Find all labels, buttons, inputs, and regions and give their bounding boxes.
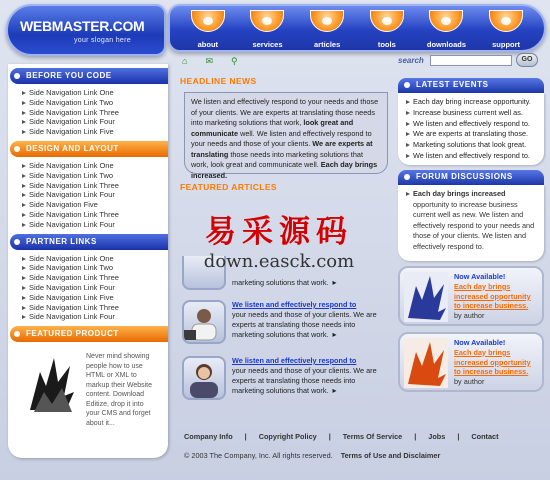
- side-nav-link[interactable]: Side Navigation Link Three: [22, 108, 168, 118]
- section-header-design-layout: DESIGN AND LAYOUT: [10, 141, 168, 157]
- copyright-text: © 2003 The Company, Inc. All rights reserved.: [184, 451, 333, 460]
- promo-available: Now Available!: [454, 338, 506, 347]
- section-header-featured-product: FEATURED PRODUCT: [10, 326, 168, 342]
- event-item[interactable]: We listen and effectively respond to.: [406, 119, 540, 130]
- footer-separator: |: [414, 432, 417, 441]
- headline-news-title: HEADLINE NEWS: [180, 76, 257, 86]
- nav-support[interactable]: [478, 10, 534, 49]
- promo-card-1: [398, 266, 544, 326]
- search-input[interactable]: [430, 55, 512, 66]
- headline-text: those needs into marketing solutions that work, look great and communicate well.: [191, 149, 363, 169]
- nav-about[interactable]: [180, 10, 236, 49]
- nav-bulb-icon: [250, 10, 284, 32]
- event-item[interactable]: We are experts at translating those.: [406, 129, 540, 140]
- home-icon[interactable]: ⌂: [182, 56, 188, 66]
- headline-bold: We are experts at translating: [191, 139, 373, 159]
- side-nav-link[interactable]: Side Navigation Link Three: [22, 181, 168, 191]
- nav-tools[interactable]: [359, 10, 415, 49]
- article-body: marketing solutions that work.: [232, 278, 329, 287]
- logo-slogan: your slogan here: [74, 37, 131, 44]
- nav-bulb-icon: [191, 10, 225, 32]
- featured-product-image[interactable]: [26, 352, 78, 414]
- watermark-url: down.easck.com: [203, 251, 355, 272]
- nav-label: support: [492, 40, 521, 49]
- headline-text: We listen and effectively respond to your needs and those of your clients. We are experts at translating those needs into marketing solutions that work,: [191, 97, 379, 127]
- side-nav-link[interactable]: Side Navigation Link One: [22, 254, 168, 264]
- latest-events-header: LATEST EVENTS: [398, 78, 544, 93]
- event-item[interactable]: Marketing solutions that look great.: [406, 140, 540, 151]
- forum-discussions-header: FORUM DISCUSSIONS: [398, 170, 544, 185]
- nav-bulb-icon: [310, 10, 344, 32]
- side-nav-link[interactable]: Side Navigation Link Two: [22, 263, 168, 273]
- left-sidebar: [8, 64, 168, 458]
- nav-bulb-icon: [370, 10, 404, 32]
- nav-label: about: [197, 40, 219, 49]
- headline-bold: look great and communicate: [191, 118, 354, 138]
- search-go-button[interactable]: GO: [516, 53, 538, 67]
- more-arrow-icon[interactable]: ▸: [332, 386, 337, 395]
- footer-separator: |: [328, 432, 331, 441]
- footer-separator: |: [244, 432, 247, 441]
- article-2-link[interactable]: We listen and effectively respond to: [232, 300, 357, 309]
- side-nav-link[interactable]: Side Navigation Link Four: [22, 220, 168, 230]
- article-3-text: [232, 356, 386, 406]
- search-label: search: [398, 56, 424, 65]
- headline-bold: Each day brings increased.: [191, 160, 378, 180]
- article-2-text: [232, 300, 386, 350]
- design-links-list: [8, 161, 168, 230]
- forum-post[interactable]: [398, 185, 544, 256]
- footer-link-copyright[interactable]: Copyright Policy: [258, 432, 317, 441]
- promo-link[interactable]: Each day brings increased opportunity to increase business.: [454, 347, 531, 377]
- promo-author: by author: [454, 377, 485, 387]
- top-navigation: [168, 4, 546, 52]
- side-nav-link[interactable]: Side Navigation Link Five: [22, 127, 168, 137]
- terms-disclaimer-link[interactable]: Terms of Use and Disclaimer: [340, 451, 441, 460]
- side-nav-link[interactable]: Side Navigation Link One: [22, 88, 168, 98]
- nav-label: downloads: [426, 40, 467, 49]
- side-nav-link[interactable]: Side Navigation Link Three: [22, 210, 168, 220]
- side-nav-link[interactable]: Side Navigation Link Two: [22, 98, 168, 108]
- nav-downloads[interactable]: [418, 10, 474, 49]
- more-arrow-icon[interactable]: ▸: [332, 278, 337, 287]
- side-nav-link[interactable]: Side Navigation Link Four: [22, 312, 168, 322]
- article-3-image[interactable]: [182, 356, 226, 400]
- section-header-before-you-code: BEFORE YOU CODE: [10, 68, 168, 84]
- footer-link-terms[interactable]: Terms Of Service: [342, 432, 403, 441]
- article-3: [182, 356, 386, 406]
- watermark: [174, 206, 384, 272]
- nav-label: services: [252, 40, 283, 49]
- copyright-line: [176, 451, 548, 460]
- side-nav-link[interactable]: Side Navigation Link Three: [22, 303, 168, 313]
- headline-text: well. We listen and effectively respond to your needs and those of your clients.: [191, 128, 372, 148]
- footer-separator: |: [457, 432, 460, 441]
- nav-bulb-icon: [489, 10, 523, 32]
- promo-1-text: [454, 272, 538, 320]
- featured-articles-title: FEATURED ARTICLES: [180, 182, 277, 192]
- featured-product: [8, 346, 168, 428]
- nav-services[interactable]: [239, 10, 295, 49]
- before-links-list: [8, 88, 168, 137]
- footer: [176, 428, 548, 476]
- side-nav-link[interactable]: Side Navigation Link Four: [22, 190, 168, 200]
- footer-link-company-info[interactable]: Company Info: [184, 432, 233, 441]
- event-item[interactable]: We listen and effectively respond to.: [406, 151, 540, 162]
- article-3-link[interactable]: We listen and effectively respond to: [232, 356, 357, 365]
- latest-events-box: [398, 93, 544, 165]
- side-nav-link[interactable]: Side Navigation Link One: [22, 161, 168, 171]
- featured-product-text: Never mind showing people how to use HTML or XML to markup their Website content. Download Editize, drop it into your CMS and forget about it...: [86, 353, 153, 427]
- site-logo[interactable]: [6, 4, 166, 56]
- article-2: [182, 300, 386, 350]
- forum-post-body: opportunity to increase business current well as new. We listen and effectively respond to your needs and those of your clients. We listen and effectively respond to.: [413, 199, 535, 251]
- footer-link-jobs[interactable]: Jobs: [428, 432, 446, 441]
- logo-name: WEBMASTER.COM: [20, 18, 145, 34]
- event-item[interactable]: Increase business current well as.: [406, 108, 540, 119]
- side-nav-link[interactable]: Side Navigation Link Four: [22, 283, 168, 293]
- footer-links: [176, 428, 548, 441]
- forum-post-title: Each day brings increased: [413, 189, 506, 198]
- promo-available: Now Available!: [454, 272, 506, 281]
- side-nav-link[interactable]: Side Navigation Link Four: [22, 117, 168, 127]
- promo-2-text: [454, 338, 538, 386]
- events-list: [398, 93, 544, 164]
- headline-news-box: [184, 92, 388, 180]
- promo-1-image[interactable]: [404, 272, 448, 322]
- partner-links-list: [8, 254, 168, 323]
- article-body: your needs and those of your clients. We are experts at translating those needs into marketing solutions that work.: [232, 366, 377, 395]
- nav-bulb-icon: [429, 10, 463, 32]
- side-nav-link[interactable]: Side Navigation Five: [22, 200, 168, 210]
- side-nav-link[interactable]: Side Navigation Link Two: [22, 171, 168, 181]
- email-icon[interactable]: ✉: [205, 56, 213, 66]
- nav-label: articles: [314, 40, 341, 49]
- more-arrow-icon[interactable]: ▸: [332, 330, 337, 339]
- promo-2-image[interactable]: [404, 338, 448, 388]
- watermark-chinese: 易采源码: [205, 214, 353, 250]
- side-nav-link[interactable]: Side Navigation Link Three: [22, 273, 168, 283]
- nav-articles[interactable]: [299, 10, 355, 49]
- search-icon[interactable]: ⚲: [230, 56, 238, 66]
- toolbar-icons: [182, 56, 238, 67]
- nav-label: tools: [377, 40, 396, 49]
- event-item[interactable]: Each day bring increase opportunity.: [406, 97, 540, 108]
- side-nav-link[interactable]: Side Navigation Link Five: [22, 293, 168, 303]
- article-body: your needs and those of your clients. We are experts at translating those needs into marketing solutions that work.: [232, 310, 377, 339]
- section-header-partner-links: PARTNER LINKS: [10, 234, 168, 250]
- forum-discussions-box: [398, 185, 544, 261]
- promo-card-2: [398, 332, 544, 392]
- article-2-image[interactable]: [182, 300, 226, 344]
- main-content: [174, 56, 388, 426]
- promo-author: by author: [454, 311, 485, 321]
- promo-link[interactable]: Each day brings increased opportunity to increase business.: [454, 281, 531, 311]
- footer-link-contact[interactable]: Contact: [471, 432, 499, 441]
